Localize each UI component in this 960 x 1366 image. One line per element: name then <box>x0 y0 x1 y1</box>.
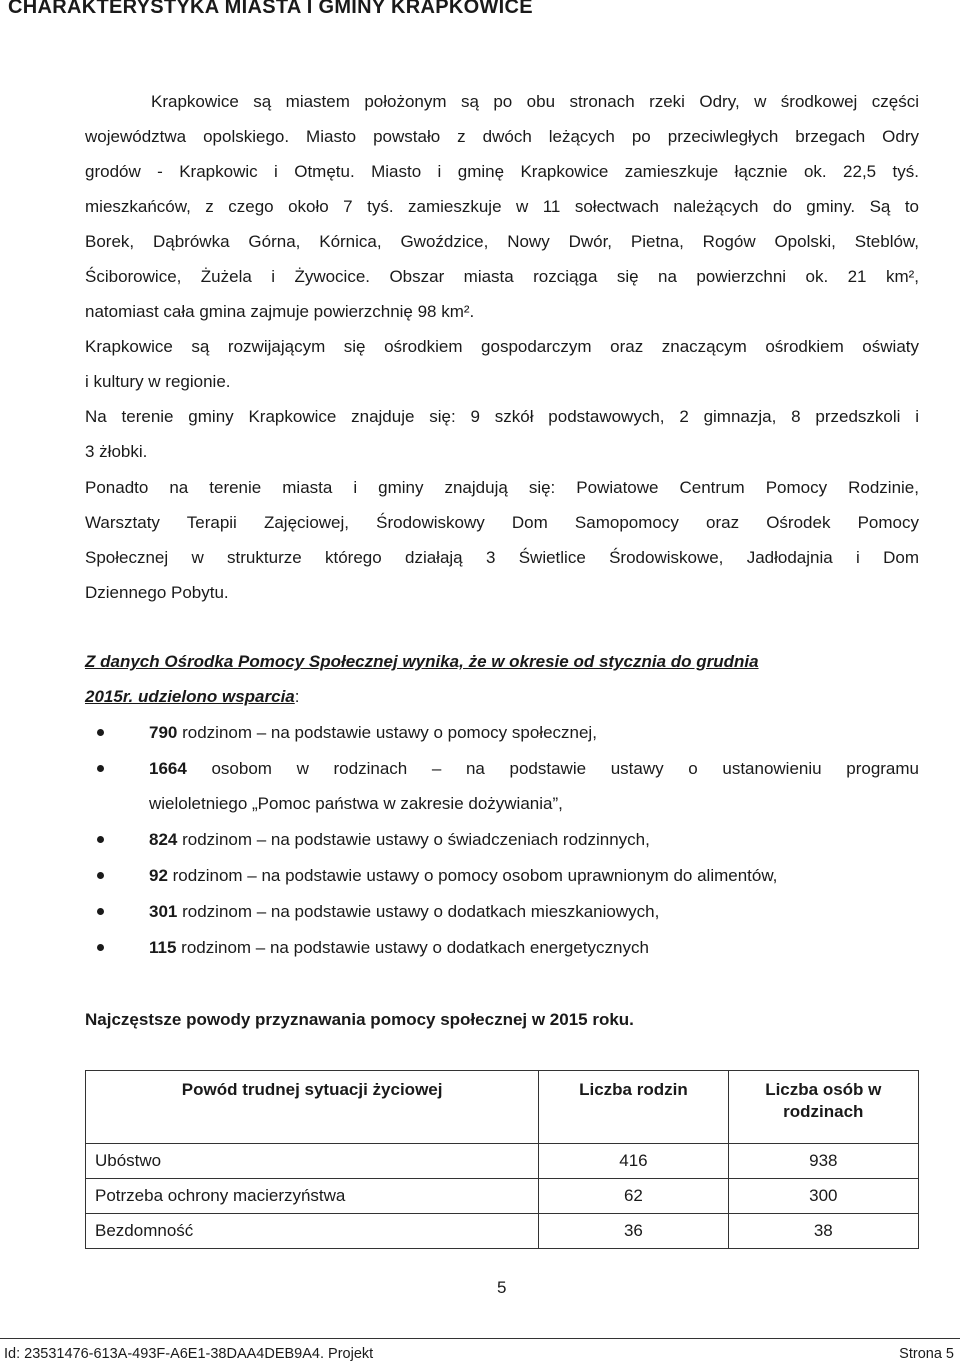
economy-line-1: Krapkowice są rozwijającym się ośrodkiem gospodarczym oraz znaczącym ośrodkiem oświaty <box>85 337 919 356</box>
cell-reason: Bezdomność <box>86 1214 539 1249</box>
bullet-icon <box>97 944 104 951</box>
intro-line-7: natomiast cała gmina zajmuje powierzchnię 98 km². <box>85 302 475 321</box>
support-count: 115 <box>149 938 177 957</box>
reasons-table <box>85 1070 919 1249</box>
table-row <box>86 1179 919 1214</box>
support-item-text <box>149 822 919 857</box>
support-desc: rodzinom – na podstawie ustawy o dodatkach mieszkaniowych, <box>177 902 660 921</box>
cell-reason: Ubóstwo <box>86 1144 539 1179</box>
intro-line-6: Ściborowice, Żużela i Żywocice. Obszar miasta rozciąga się na powierzchni ok. 21 km², <box>85 267 919 286</box>
support-item <box>85 822 919 857</box>
header-reason: Powód trudnej sytuacji życiowej <box>86 1071 539 1144</box>
reasons-title: Najczęstsze powody przyznawania pomocy społecznej w 2015 roku. <box>85 1010 634 1029</box>
support-item-text <box>149 751 919 786</box>
cell-persons: 38 <box>728 1214 918 1249</box>
summary-line-2-emphasis: 2015r. udzielono wsparcia <box>85 687 295 706</box>
support-desc: rodzinom – na podstawie ustawy o dodatkach energetycznych <box>176 938 649 957</box>
footer-document-id: Id: 23531476-613A-493F-A6E1-38DAA4DEB9A4. Projekt <box>4 1346 374 1362</box>
support-count: 790 <box>149 723 178 742</box>
support-desc: rodzinom – na podstawie ustawy o pomocy osobom uprawnionym do alimentów, <box>167 866 778 885</box>
intro-line-3: grodów - Krapkowic i Otmętu. Miasto i gminę Krapkowice zamieszkuje łącznie ok. 22,5 tyś. <box>85 162 919 181</box>
bullet-icon <box>97 729 104 736</box>
support-item <box>85 930 919 965</box>
summary-line-1: Z danych Ośrodka Pomocy Społecznej wynika, że w okresie od stycznia do grudnia <box>85 652 759 671</box>
support-item-text <box>149 930 919 965</box>
page-number: 5 <box>497 1278 507 1297</box>
institutions-line-2: Warsztaty Terapii Zajęciowej, Środowiskowy Dom Samopomocy oraz Ośrodek Pomocy <box>85 513 919 532</box>
intro-line-1: Krapkowice są miastem położonym są po obu stronach rzeki Odry, w środkowej części <box>151 92 919 111</box>
table-row <box>86 1214 919 1249</box>
institutions-line-4: Dziennego Pobytu. <box>85 583 229 602</box>
bullet-icon <box>97 765 104 772</box>
institutions-line-1: Ponadto na terenie miasta i gminy znajdują się: Powiatowe Centrum Pomocy Rodzinie, <box>85 478 919 497</box>
cell-reason: Potrzeba ochrony macierzyństwa <box>86 1179 539 1214</box>
table-header-row <box>86 1071 919 1144</box>
schools-line-1: Na terenie gminy Krapkowice znajduje się: 9 szkół podstawowych, 2 gimnazja, 8 przedszkoli i <box>85 407 919 426</box>
support-item <box>85 858 919 893</box>
support-desc: rodzinom – na podstawie ustawy o świadczeniach rodzinnych, <box>177 830 650 849</box>
support-desc: osobom w rodzinach – na podstawie ustawy o ustanowieniu programu <box>186 759 919 778</box>
support-count: 1664 <box>149 759 187 778</box>
table-row <box>86 1144 919 1179</box>
cell-persons: 300 <box>728 1179 918 1214</box>
cell-persons: 938 <box>728 1144 918 1179</box>
intro-line-4: mieszkańców, z czego około 7 tyś. zamieszkuje w 11 sołectwach należących do gminy. Są to <box>85 197 919 216</box>
support-item <box>85 894 919 929</box>
support-item <box>85 715 919 750</box>
institutions-line-3: Społecznej w strukturze którego działają 3 Świetlice Środowiskowe, Jadłodajnia i Dom <box>85 548 919 567</box>
support-item-text <box>149 715 919 750</box>
bullet-icon <box>97 836 104 843</box>
summary-colon: : <box>294 687 300 706</box>
page-title: CHARAKTERYSTYKA MIASTA I GMINY KRAPKOWICE <box>8 0 533 18</box>
header-families: Liczba rodzin <box>539 1071 728 1144</box>
cell-families: 62 <box>539 1179 728 1214</box>
footer-page-label: Strona 5 <box>899 1346 954 1362</box>
support-desc-cont: wieloletniego „Pomoc państwa w zakresie dożywiania”, <box>149 794 563 813</box>
support-desc: rodzinom – na podstawie ustawy o pomocy społecznej, <box>177 723 597 742</box>
support-item-text <box>149 858 919 893</box>
schools-line-2: 3 żłobki. <box>85 442 148 461</box>
support-summary <box>85 644 919 714</box>
intro-line-5: Borek, Dąbrówka Górna, Kórnica, Gwoździce, Nowy Dwór, Pietna, Rogów Opolski, Steblów, <box>85 232 919 251</box>
economy-line-2: i kultury w regionie. <box>85 372 231 391</box>
bullet-icon <box>97 872 104 879</box>
support-list <box>85 715 919 966</box>
footer-divider <box>0 1338 960 1339</box>
header-persons: Liczba osób w rodzinach <box>728 1071 918 1144</box>
intro-line-2: województwa opolskiego. Miasto powstało z dwóch leżących po przeciwległych brzegach Odry <box>85 127 919 146</box>
support-item <box>85 751 919 821</box>
bullet-icon <box>97 908 104 915</box>
cell-families: 416 <box>539 1144 728 1179</box>
support-count: 301 <box>149 902 178 921</box>
cell-families: 36 <box>539 1214 728 1249</box>
summary-line-2 <box>85 679 919 714</box>
support-count: 92 <box>149 866 168 885</box>
support-item-text <box>149 894 919 929</box>
support-count: 824 <box>149 830 178 849</box>
